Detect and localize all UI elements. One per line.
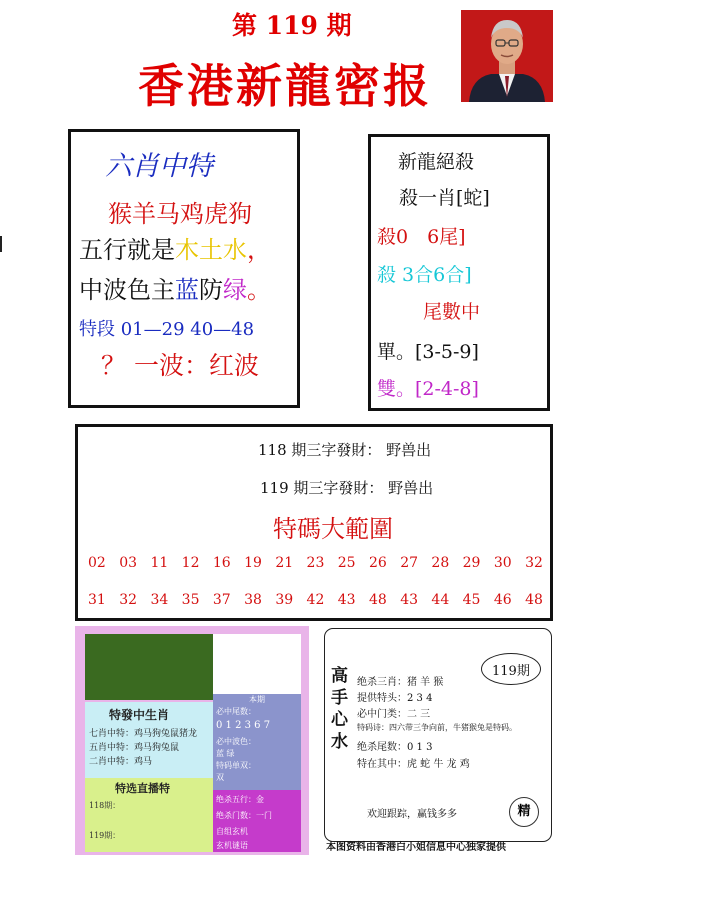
edge-mark	[0, 236, 2, 252]
thumbnail-blank	[213, 634, 301, 700]
bose-suffix: 。	[247, 276, 271, 304]
tip-line-3: 必中门类：二 三	[357, 709, 431, 720]
side-colors: 蓝 绿	[216, 749, 235, 758]
range-number: 03	[119, 555, 138, 571]
range-number: 19	[244, 555, 262, 571]
credit-line: 本图资料由香港白小姐信息中心独家提供	[326, 842, 506, 853]
range-number: 25	[337, 555, 356, 571]
thumbnail-side-panel	[213, 694, 301, 790]
bose-mid: 防	[199, 276, 223, 304]
range-number: 38	[244, 592, 262, 608]
range-number: 27	[400, 555, 419, 571]
range-number: 12	[181, 555, 200, 571]
tip-line-4: 特码诗：四六带三争向前，牛猪猴兔是特码。	[357, 723, 517, 732]
side-line-1: 必中尾数：	[216, 707, 256, 716]
thumb-heading-2: 特选直播特	[115, 782, 170, 795]
wuxing-values: 木土水	[175, 236, 247, 264]
range-number: 11	[150, 555, 169, 571]
range-number: 44	[431, 592, 450, 608]
six-zodiac-heading: 六肖中特	[105, 151, 213, 182]
thumbnail-cyan-panel	[85, 702, 213, 778]
thumbnail-green-panel	[85, 778, 213, 852]
bose-alt: 绿	[223, 276, 247, 304]
range-number: 32	[119, 592, 138, 608]
tip-line-5: 绝杀尾数：0 1 3	[357, 742, 433, 753]
thumbnail-magenta-panel	[213, 790, 301, 852]
thumb-heading: 特發中生肖	[109, 708, 170, 722]
range-number: 31	[88, 592, 106, 608]
bose-main: 蓝	[175, 276, 199, 304]
range-number: 43	[400, 592, 419, 608]
wuxing-prefix: 五行就是	[79, 236, 175, 264]
range-number: 37	[212, 592, 231, 608]
vertical-title: 高手心水	[331, 666, 348, 752]
wuxing-line	[79, 230, 271, 265]
range-number: 48	[368, 592, 387, 608]
tip-line-1: 绝杀三肖：猪 羊 猴	[357, 677, 444, 688]
thumb-note-1: 118期：	[89, 801, 121, 810]
tip-line-2: 提供特头：2 3 4	[357, 693, 433, 704]
range-number: 34	[150, 592, 169, 608]
single-digits: 單。[3-5-9]	[377, 341, 479, 363]
kill-tail: 殺0 6尾]	[377, 226, 466, 248]
issue-badge-text: 119期	[492, 664, 530, 679]
side-numbers: 0 1 2 3 6 7	[216, 720, 271, 731]
stamp-icon: 精	[509, 797, 539, 827]
range-number: 28	[431, 555, 450, 571]
range-number: 46	[493, 592, 512, 608]
side-line-5: 绝杀门数：一门	[216, 811, 272, 820]
thumb-line-3: 二肖中特：鸡马	[89, 757, 153, 767]
issue-119-line: 119 期三字發財： 野兽出	[260, 479, 434, 497]
side-line-2: 必中波色：	[216, 737, 256, 746]
special-range-line	[79, 315, 254, 341]
side-line-6: 自组玄机	[216, 827, 248, 836]
tips-footer: 欢迎跟踪，赢钱多多	[367, 809, 457, 820]
wave-color-line	[79, 270, 271, 305]
one-wave-line: ？ 一波：红波	[101, 351, 259, 380]
zodiac-line: 猴羊马鸡虎狗	[108, 200, 252, 228]
range-number: 29	[462, 555, 481, 571]
thumbnail-banner	[85, 634, 213, 700]
double-digits: 雙。[2-4-8]	[377, 378, 479, 400]
kill-box	[368, 134, 550, 411]
thumb-note-2: 119期：	[89, 831, 121, 840]
tail-middle: 尾數中	[423, 301, 481, 323]
zodiac-thumbnail	[75, 626, 309, 855]
issue-number: 第 119 期	[232, 11, 352, 40]
range-number: 21	[275, 555, 294, 571]
range-number: 45	[462, 592, 481, 608]
kill-title: 新龍絕殺	[398, 151, 475, 173]
issue-118-line: 118 期三字發財： 野兽出	[258, 441, 432, 459]
expert-tips-thumbnail	[324, 628, 552, 842]
range-number: 26	[368, 555, 387, 571]
range-number: 35	[181, 592, 200, 608]
number-row-2	[88, 592, 543, 608]
side-line-7: 玄机谜语	[216, 841, 248, 850]
tedu-values: 01—29 40—48	[120, 319, 255, 340]
side-line-3: 特码单双：	[216, 761, 256, 770]
portrait-photo	[461, 10, 553, 102]
range-title: 特碼大範圍	[273, 515, 393, 543]
number-row-1	[88, 555, 543, 571]
range-number: 23	[306, 555, 325, 571]
range-number: 42	[306, 592, 325, 608]
thumb-line-2: 五肖中特：鸡马狗兔鼠	[89, 743, 180, 753]
side-line-4: 绝杀五行：金	[216, 795, 264, 804]
bose-prefix: 中波色主	[79, 276, 175, 304]
range-number: 43	[337, 592, 356, 608]
tip-line-6: 特在其中：虎 蛇 牛 龙 鸡	[357, 759, 470, 770]
six-zodiac-box	[68, 129, 300, 408]
page-title: 香港新龍密报	[138, 59, 432, 113]
side-value: 双	[216, 773, 224, 782]
special-range-box	[75, 424, 553, 621]
thumb-line-1: 七肖中特：鸡马狗兔鼠猪龙	[89, 729, 198, 739]
range-number: 32	[525, 555, 543, 571]
wuxing-suffix: ，	[247, 236, 271, 264]
kill-zodiac: 殺一肖[蛇]	[399, 187, 490, 209]
side-title: 本期	[249, 695, 265, 704]
tedu-label: 特段	[79, 319, 115, 340]
range-number: 48	[525, 592, 543, 608]
range-number: 39	[275, 592, 294, 608]
range-number: 02	[88, 555, 106, 571]
range-number: 30	[493, 555, 512, 571]
kill-sum: 殺 3合6合]	[377, 264, 472, 286]
range-number: 16	[212, 555, 231, 571]
issue-badge	[481, 653, 541, 685]
